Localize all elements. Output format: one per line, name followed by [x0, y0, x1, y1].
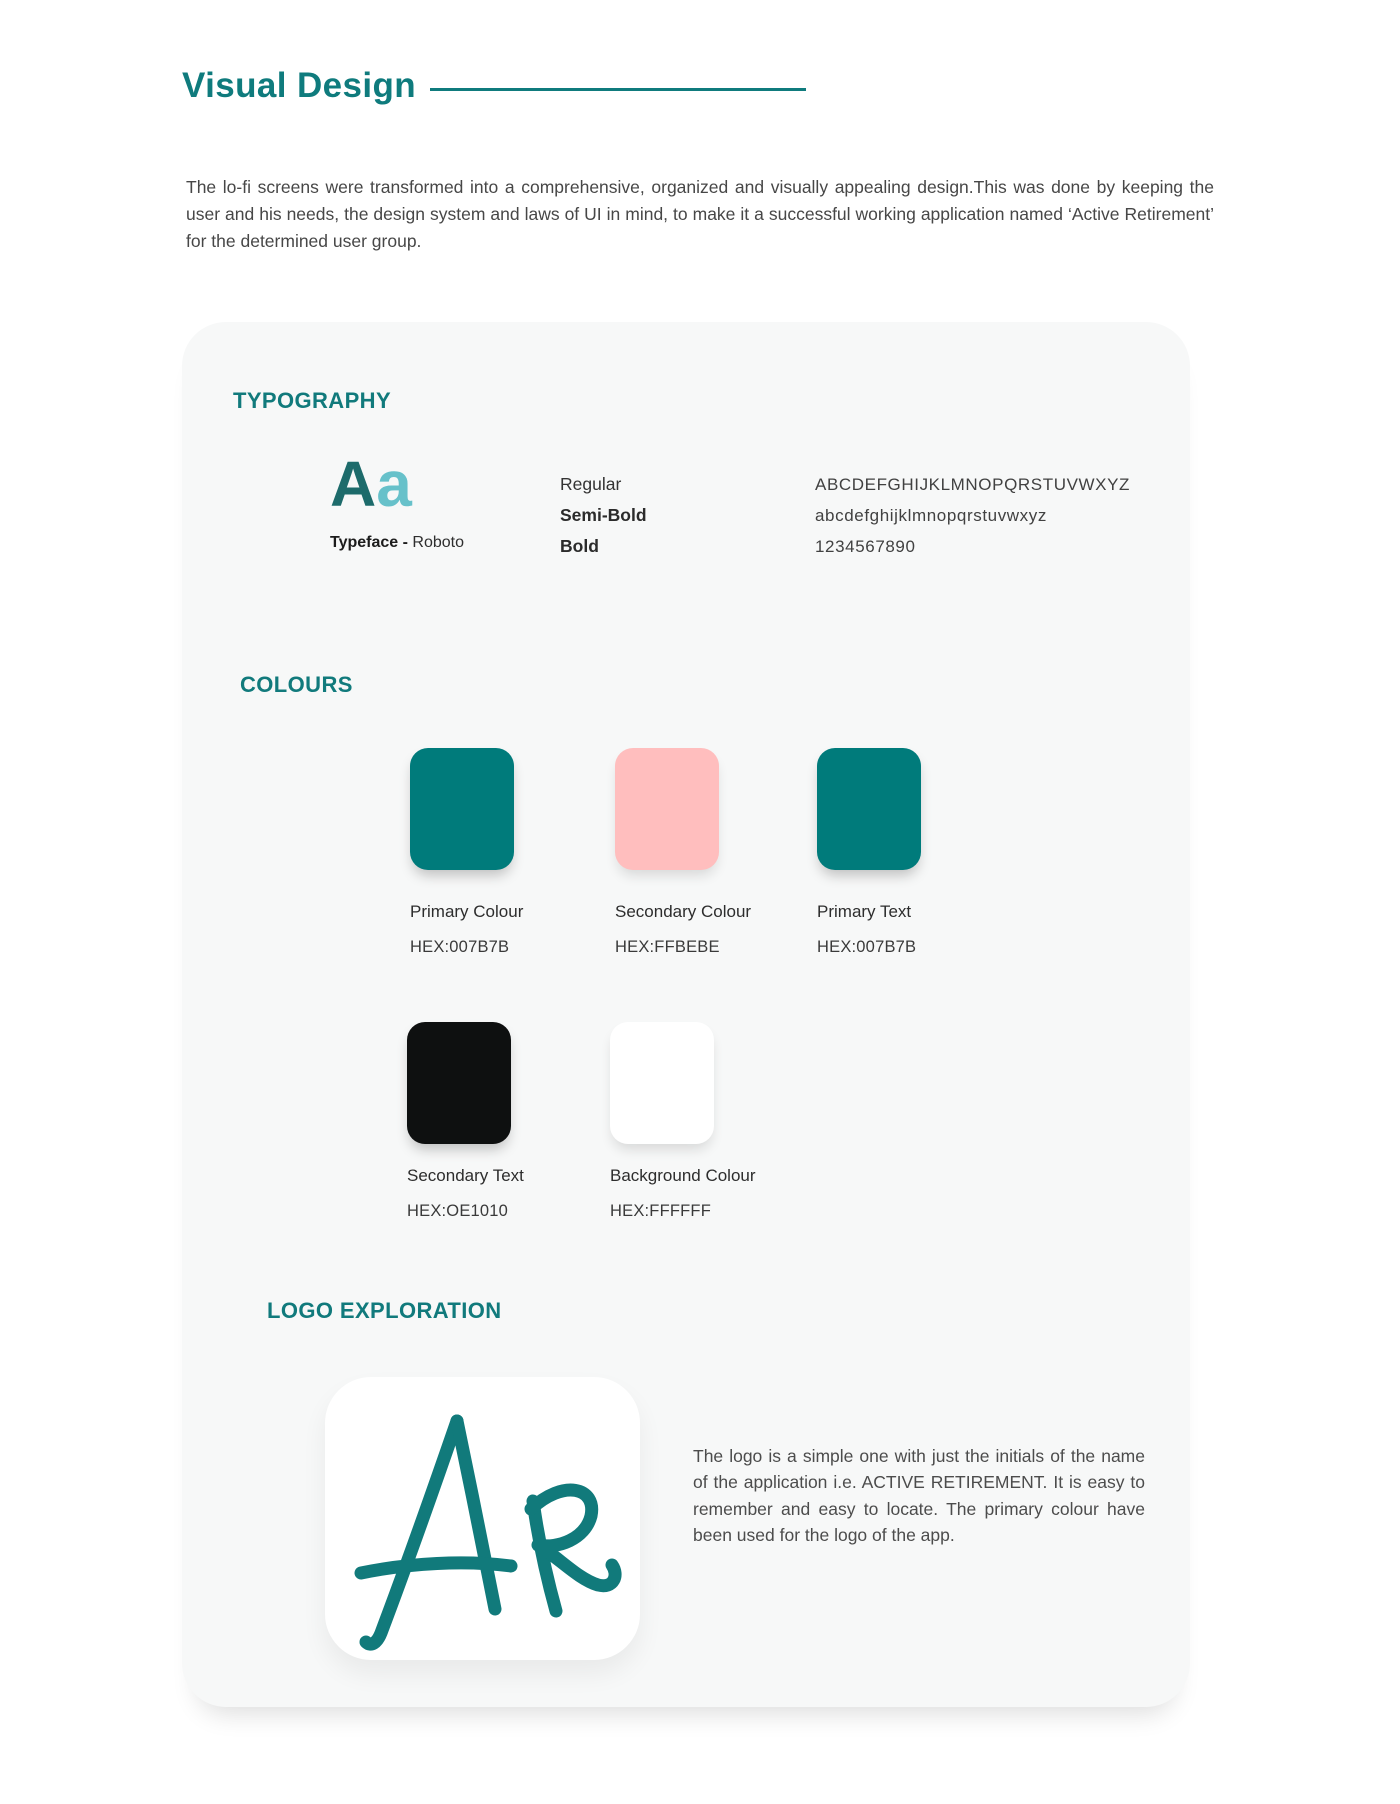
swatch-hex-value: HEX:007B7B [817, 938, 917, 956]
glyph-sample-lowercase: abcdefghijklmnopqrstuvwxyz [815, 506, 1047, 525]
font-weight-regular: Regular [560, 474, 622, 494]
ar-monogram-logo [325, 1377, 640, 1660]
swatch-label: Primary Text [817, 902, 912, 921]
logo-exploration-heading: LOGO EXPLORATION [267, 1298, 502, 1323]
intro-paragraph: The lo-fi screens were transformed into a comprehensive, organized and visually appealing design.This was done by keeping the user and his needs, the design system and laws of UI in mind, to make it a successful working application named ‘Active Retirement’ for the determined user group. [186, 177, 1214, 252]
page-title: Visual Design [182, 66, 417, 105]
font-weight-semibold: Semi-Bold [560, 505, 647, 525]
swatch-secondary-colour [615, 748, 719, 870]
typography-heading: TYPOGRAPHY [233, 388, 392, 413]
font-weight-bold: Bold [560, 536, 599, 556]
swatch-hex-value: HEX:FFFFFF [610, 1202, 711, 1220]
logo-description: The logo is a simple one with just the initials of the name of the application i.e. ACTIVE RETIREMENT. It is easy to remember and easy to locate. The primary colour have been used for the logo of the app. [693, 1446, 1145, 1545]
app-logo-tile [325, 1377, 640, 1660]
typeface-caption-name: Roboto [407, 534, 464, 551]
specimen-uppercase: A [330, 448, 377, 520]
title-underline-rule [430, 88, 806, 91]
swatch-primary-text [817, 748, 921, 870]
swatch-label: Secondary Colour [615, 902, 752, 921]
colours-heading: COLOURS [240, 672, 353, 697]
style-guide-card [182, 322, 1190, 1707]
swatch-hex-value: HEX:007B7B [410, 938, 510, 956]
typeface-caption [330, 534, 464, 552]
swatch-label: Secondary Text [407, 1166, 524, 1185]
typeface-caption-label: Typeface - [330, 534, 408, 551]
swatch-primary-colour [410, 748, 514, 870]
swatch-label: Primary Colour [410, 902, 524, 921]
swatch-background-colour [610, 1022, 714, 1144]
page-header [182, 66, 806, 106]
swatch-hex-value: HEX:FFBEBE [615, 938, 720, 956]
specimen-lowercase: a [376, 448, 412, 520]
glyph-sample-uppercase: ABCDEFGHIJKLMNOPQRSTUVWXYZ [815, 475, 1131, 494]
swatch-secondary-text [407, 1022, 511, 1144]
glyph-sample-digits: 1234567890 [815, 537, 916, 556]
type-specimen [330, 448, 412, 520]
swatch-hex-value: HEX:OE1010 [407, 1202, 509, 1220]
swatch-label: Background Colour [610, 1166, 756, 1185]
